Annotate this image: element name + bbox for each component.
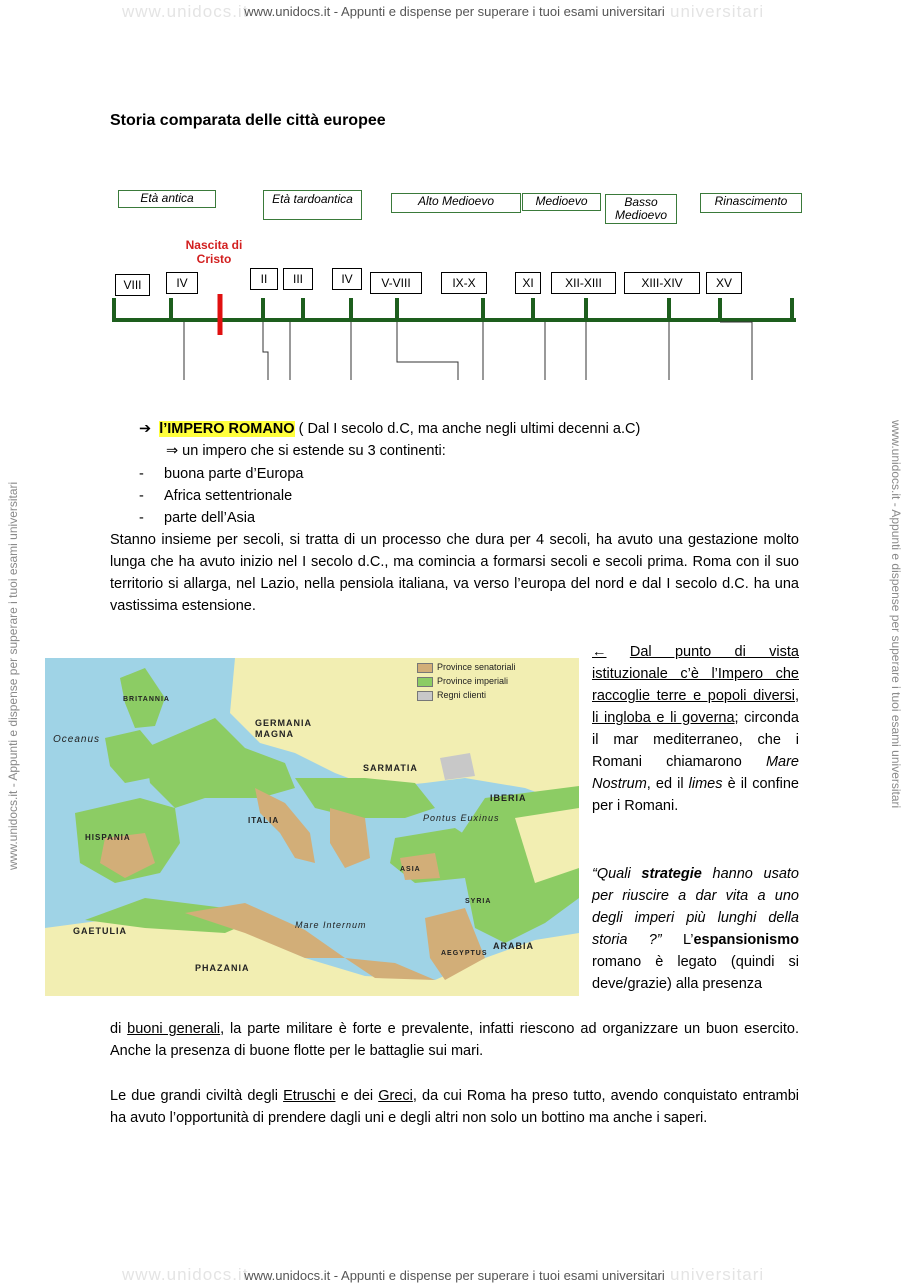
period-medioevo: Medioevo [522,193,601,211]
map-label: ARABIA [493,941,534,951]
text-segment: ; circonda il mar mediterraneo, che i Romani chiamarono [592,710,799,770]
arrow-left-icon: ← [592,644,607,660]
map-label: ASIA [400,866,421,873]
legend-item [417,676,508,687]
bullet-impero-romano [139,418,640,440]
text-segment: è il confine per i Romani. [592,776,799,814]
map-label: SARMATIA [363,763,418,773]
underlined-text: Etruschi [283,1088,336,1104]
map-label: IBERIA [490,793,527,803]
century-xv: XV [706,272,742,294]
period-eta-antica: Età antica [118,190,216,208]
text-segment: , la parte militare è forte e prevalente, infatti riescono ad organizzare un buon esercito. Anche la presenza di buone flotte per le battaglie sui mari. [110,1021,799,1059]
impero-romano-highlight: l’IMPERO ROMANO [159,421,295,437]
legend-item [417,690,486,701]
timeline-axis [0,0,909,400]
italic-text: Mare Nostrum [592,754,799,792]
paragraph-1: Stanno insieme per secoli, si tratta di un processo che dura per 4 secoli, ha avuto una gestazione molto lunga che ha avuto inizio nel I secolo d.C., ma comincia a formarsi secoli e secoli prima. Roma con il suo territorio si allarga, nel Lazio, nella pensiola italiana, va verso l’europa del nord e dal I secolo d.C. ha una vastissima estensione. [110,532,799,614]
century-xiii-xiv: XIII-XIV [624,272,700,294]
underlined-text: Dal punto di vista istituzionale c’è l’Impero che raccoglie terre e popoli diversi, li ingloba e li governa [592,644,799,726]
map-label: BRITANNIA [123,696,170,703]
map-label: GAETULIA [73,926,127,936]
underlined-text: buoni generali [127,1021,221,1037]
century-iii: III [283,268,313,290]
list-dash: - [139,510,144,526]
list-dash: - [139,488,144,504]
text-segment: hanno usato per riuscire a dar vita a uno degli imperi più lunghi della storia ?” [592,866,799,948]
period-alto-medioevo: Alto Medioevo [391,193,521,213]
text-segment: , da cui Roma ha preso tutto, avendo conquistato entrambi ha avuto l’opportunità di prendere dagli uni e degli altri non solo un bottino ma anche i saperi. [110,1088,800,1126]
page-title: Storia comparata delle città europee [110,112,386,129]
roman-empire-map [45,658,579,996]
century-ii: II [250,268,278,290]
century-ix-x: IX-X [441,272,487,294]
map-label: Pontus Euxinus [423,813,500,823]
century-viii: VIII [115,274,150,296]
paragraph-3 [110,1085,799,1129]
period-rinascimento: Rinascimento [700,193,802,213]
sub-point: ⇒ un impero che si estende su 3 continenti: [166,443,446,459]
text-segment: di [110,1021,128,1037]
map-label: HISPANIA [85,833,131,842]
map-label: SYRIA [465,898,492,905]
legend-swatch [417,663,433,673]
map-label: ITALIA [248,816,280,825]
text-segment: “Quali [592,866,642,882]
bold-text: espansionismo [693,932,799,948]
map-label: Oceanus [53,734,101,745]
watermark-ghost-right-bottom: universitari [670,1265,765,1284]
text-segment: e dei [335,1088,379,1104]
map-label: PHAZANIA [195,963,250,973]
watermark-top: www.unidocs.it - Appunti e dispense per superare i tuoi esami universitari [244,4,665,19]
map-label: GERMANIA MAGNA [255,718,312,739]
list-dash: - [139,466,144,482]
legend-label: Province senatoriali [437,662,516,672]
century-iv-bc: IV [166,272,198,294]
watermark-bottom: www.unidocs.it - Appunti e dispense per superare i tuoi esami universitari [244,1268,665,1283]
century-xi: XI [515,272,541,294]
century-xii-xiii: XII-XIII [551,272,616,294]
century-v-viii: V-VIII [370,272,422,294]
text-segment: , ed il [646,776,689,792]
century-iv: IV [332,268,362,290]
text-segment: L’ [682,932,694,948]
map-label: Mare Internum [295,920,367,930]
legend-label: Province imperiali [437,676,509,686]
legend-swatch [417,691,433,701]
legend-swatch [417,677,433,687]
watermark-side-left: www.unidocs.it - Appunti e dispense per superare i tuoi esami universitari [6,481,20,870]
list-item: Africa settentrionale [164,488,293,504]
period-eta-tardoantica: Età tardoantica [263,190,362,220]
watermark-ghost-left: www.unidocs.it [122,2,249,21]
nascita-di-cristo-label: Nascita di Cristo [185,238,243,266]
list-item: buona parte d’Europa [164,466,304,482]
arrow-icon: ➔ [139,421,152,437]
impero-romano-dates: ( Dal I secolo d.C, ma anche negli ultimi decenni a.C) [294,421,641,437]
map-label: AEGYPTUS [441,950,488,957]
legend-item [417,662,516,673]
text-segment: romano è legato (quindi si deve/grazie) alla presenza [592,954,799,992]
period-basso-medioevo: Basso Medioevo [605,194,677,224]
watermark-ghost-right: universitari [670,2,765,21]
paragraph-strategie [592,863,799,995]
list-item: parte dell’Asia [164,510,256,526]
watermark-ghost-left-bottom: www.unidocs.it [122,1265,249,1284]
text-segment: Le due grandi civiltà degli [110,1088,284,1104]
legend-label: Regni clienti [437,690,487,700]
paragraph-2 [110,1018,799,1062]
italic-text: limes [688,776,723,792]
bold-text: strategie [641,866,702,882]
paragraph-impero-istituzionale [592,641,799,817]
watermark-side-right: www.unidocs.it - Appunti e dispense per superare i tuoi esami universitari [889,420,903,809]
underlined-text: Greci [378,1088,413,1104]
